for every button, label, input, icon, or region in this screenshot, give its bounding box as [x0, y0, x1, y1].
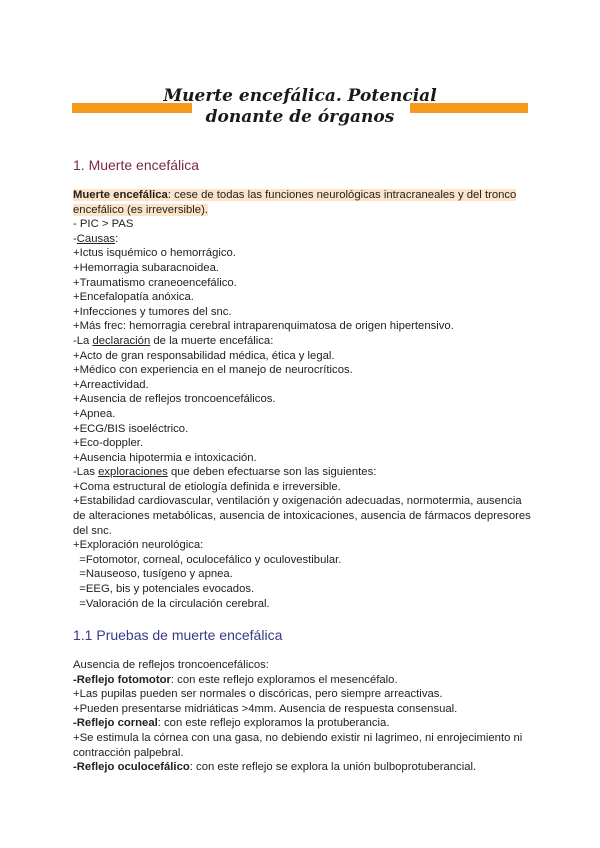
reflejo-corneal-line	[73, 716, 533, 731]
list-item: del snc.	[73, 524, 112, 537]
exploraciones-suffix: que deben efectuarse son las siguientes:	[167, 466, 377, 479]
list-item: +Estabilidad cardiovascular, ventilación y oxigenación adecuadas, normotermia, ausencia	[73, 495, 522, 508]
definition-highlight	[73, 189, 516, 201]
list-item: =Nauseoso, tusígeno y apnea.	[73, 568, 233, 581]
page-title-line1: Muerte encefálica. Potencial	[163, 86, 437, 106]
page-title	[150, 86, 450, 128]
title-area	[0, 86, 600, 130]
page-title-line2: donante de órganos	[205, 107, 395, 127]
definition-line-2	[73, 203, 533, 218]
list-item: +Encefalopatía anóxica.	[73, 291, 194, 304]
list-item: de alteraciones metabólicas, ausencia de intoxicaciones, ausencia de fármacos depresores	[73, 510, 531, 523]
list-item: =Fotomotor, corneal, oculocefálico y oculovestibular.	[73, 553, 342, 566]
definition-text: : cese de todas las funciones neurológicas intracraneales y del tronco	[167, 189, 517, 201]
section2-body	[73, 658, 533, 775]
list-item: +ECG/BIS isoeléctrico.	[73, 422, 189, 435]
declaracion-suffix: de la muerte encefálica:	[150, 334, 274, 347]
reflejo-corneal-text: : con este reflejo exploramos la protuberancia.	[157, 717, 390, 730]
list-item: +Exploración neurológica:	[73, 539, 204, 552]
exploraciones-prefix: -Las	[73, 466, 99, 479]
causas-label-line	[73, 232, 533, 247]
reflejo-oculocefalico-line	[73, 760, 533, 775]
definition-text-2: encefálico (es irreversible).	[73, 203, 208, 216]
list-item: +Más frec: hemorragia cerebral intraparenquimatosa de origen hipertensivo.	[73, 320, 454, 333]
list-item: +Hemorragia subaracnoidea.	[73, 261, 220, 274]
definition-line	[73, 188, 533, 203]
section-heading-muerte-encefalica: 1. Muerte encefálica	[73, 157, 200, 173]
section2-intro: Ausencia de reflejos troncoencefálicos:	[73, 659, 269, 671]
list-item: +Acto de gran responsabilidad médica, ética y legal.	[73, 349, 335, 362]
list-item: contracción palpebral.	[73, 746, 184, 759]
pic-line: - PIC > PAS	[73, 218, 134, 231]
list-item: +Las pupilas pueden ser normales o discóricas, pero siempre arreactivas.	[73, 688, 443, 701]
list-item: =Valoración de la circulación cerebral.	[73, 597, 270, 610]
reflejo-fotomotor-term: -Reflejo fotomotor	[73, 673, 171, 686]
list-item: +Médico con experiencia en el manejo de neurocríticos.	[73, 364, 353, 377]
definition-term: Muerte encefálica	[73, 189, 168, 201]
list-item: +Eco-doppler.	[73, 437, 144, 450]
exploraciones-label: exploraciones	[98, 466, 168, 479]
list-item: +Apnea.	[73, 407, 116, 420]
list-item: +Arreactividad.	[73, 378, 149, 391]
list-item: +Coma estructural de etiología definida e irreversible.	[73, 480, 341, 493]
section-heading-pruebas: 1.1 Pruebas de muerte encefálica	[73, 627, 283, 643]
reflejo-oculocefalico-text: : con este reflejo se explora la unión bulboprotuberancial.	[189, 761, 477, 774]
declaracion-label-line	[73, 334, 533, 349]
list-item: +Ausencia hipotermia e intoxicación.	[73, 451, 257, 464]
reflejo-fotomotor-text: : con este reflejo exploramos el mesencéfalo.	[170, 673, 398, 686]
declaracion-prefix: -La	[73, 334, 93, 347]
list-item: +Pueden presentarse midriáticas >4mm. Ausencia de respuesta consensual.	[73, 702, 458, 715]
list-item: +Infecciones y tumores del snc.	[73, 305, 232, 318]
reflejo-oculocefalico-term: -Reflejo oculocefálico	[73, 761, 190, 774]
list-item: +Ictus isquémico o hemorrágico.	[73, 247, 236, 260]
exploraciones-label-line	[73, 465, 533, 480]
reflejo-corneal-term: -Reflejo corneal	[73, 717, 158, 730]
list-item: +Se estimula la córnea con una gasa, no debiendo existir ni lagrimeo, ni enrojecimiento ni	[73, 731, 523, 744]
causas-suffix: :	[115, 232, 119, 245]
reflejo-fotomotor-line	[73, 673, 533, 688]
causas-label: Causas	[76, 232, 116, 245]
list-item: +Traumatismo craneoencefálico.	[73, 276, 237, 289]
section1-body	[73, 188, 533, 611]
declaracion-label: declaración	[92, 334, 151, 347]
list-item: +Ausencia de reflejos troncoencefálicos.	[73, 393, 276, 406]
list-item: =EEG, bis y potenciales evocados.	[73, 583, 255, 596]
causas-prefix: -	[73, 232, 77, 245]
